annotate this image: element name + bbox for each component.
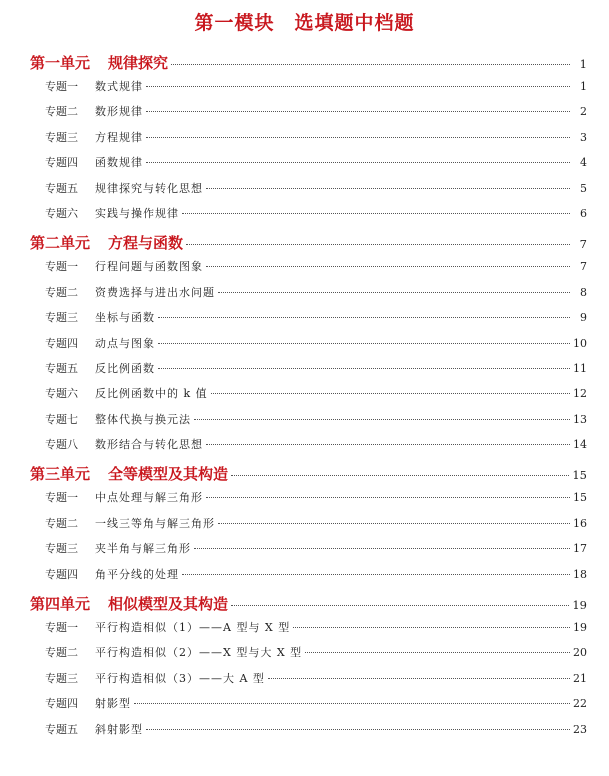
toc-topic-row[interactable]	[0, 566, 609, 591]
topic-page-number: 21	[573, 671, 587, 685]
toc-topic-row[interactable]	[0, 154, 609, 179]
dot-leader	[218, 523, 570, 524]
dot-leader	[182, 574, 570, 575]
topic-label: 专题二	[45, 646, 78, 660]
topic-page-number: 15	[573, 491, 587, 505]
topic-name: 中点处理与解三角形	[95, 491, 203, 505]
unit-name: 相似模型及其构造	[108, 595, 229, 614]
topic-page-number: 4	[580, 156, 587, 170]
topic-label: 专题六	[45, 206, 78, 220]
toc-topic-row[interactable]	[0, 619, 609, 644]
toc-topic-row[interactable]	[0, 489, 609, 514]
topic-name: 整体代换与换元法	[95, 412, 191, 426]
dot-leader	[206, 444, 570, 445]
topic-name: 数形规律	[95, 105, 143, 119]
toc-unit-row[interactable]	[0, 593, 609, 619]
toc-topic-row[interactable]	[0, 515, 609, 540]
topic-label: 专题三	[45, 311, 78, 325]
unit-name: 方程与函数	[108, 234, 184, 253]
topic-name: 平行构造相似（3）——大 A 型	[95, 671, 265, 685]
topic-name: 夹半角与解三角形	[95, 542, 191, 556]
topic-page-number: 7	[580, 260, 587, 274]
unit-page-number: 7	[579, 237, 587, 252]
topic-name: 动点与图象	[95, 336, 155, 350]
dot-leader	[206, 266, 570, 267]
unit-name: 全等模型及其构造	[108, 465, 229, 484]
topic-name: 坐标与函数	[95, 311, 155, 325]
topic-name: 角平分线的处理	[95, 567, 179, 581]
topic-name: 数式规律	[95, 80, 143, 93]
dot-leader	[146, 137, 570, 138]
toc-topic-row[interactable]	[0, 180, 609, 205]
topic-label: 专题三	[45, 130, 78, 144]
topic-page-number: 18	[573, 567, 587, 581]
topic-page-number: 2	[580, 105, 587, 119]
toc-topic-row[interactable]	[0, 670, 609, 695]
dot-leader	[194, 419, 570, 420]
topic-page-number: 11	[573, 361, 587, 375]
unit-page-number: 15	[572, 468, 587, 483]
dot-leader	[182, 213, 570, 214]
topic-page-number: 16	[573, 516, 587, 530]
topic-name: 数形结合与转化思想	[95, 438, 203, 452]
topic-name: 方程规律	[95, 130, 143, 144]
topic-name: 反比例函数中的 k 值	[95, 387, 208, 401]
topic-page-number: 6	[580, 206, 587, 220]
toc-topic-row[interactable]	[0, 129, 609, 154]
dot-leader	[231, 605, 569, 606]
unit-label: 第二单元	[30, 234, 91, 253]
topic-name: 函数规律	[95, 156, 143, 170]
dot-leader	[186, 244, 570, 245]
dot-leader	[218, 292, 570, 293]
toc-topic-row[interactable]	[0, 436, 609, 461]
dot-leader	[171, 64, 570, 65]
dot-leader	[158, 368, 570, 369]
topic-name: 平行构造相似（2）——X 型与大 X 型	[95, 646, 303, 660]
topic-name: 实践与操作规律	[95, 206, 179, 220]
dot-leader	[268, 678, 570, 679]
page-title: 第一模块 选填题中档题	[194, 12, 415, 34]
toc-topic-row[interactable]	[0, 644, 609, 669]
toc-topic-row[interactable]	[0, 78, 609, 103]
topic-label: 专题四	[45, 156, 78, 170]
toc-unit-row[interactable]	[0, 52, 609, 78]
dot-leader	[293, 627, 570, 628]
dot-leader	[158, 343, 570, 344]
table-of-contents	[0, 50, 609, 746]
dot-leader	[158, 317, 570, 318]
topic-page-number: 3	[580, 130, 587, 144]
topic-page-number: 22	[573, 697, 587, 711]
topic-page-number: 13	[573, 412, 587, 426]
toc-topic-row[interactable]	[0, 721, 609, 746]
topic-page-number: 20	[573, 646, 587, 660]
toc-topic-row[interactable]	[0, 258, 609, 283]
topic-label: 专题四	[45, 697, 78, 711]
topic-label: 专题一	[45, 621, 78, 635]
topic-page-number: 9	[580, 311, 587, 325]
dot-leader	[305, 652, 570, 653]
toc-topic-row[interactable]	[0, 540, 609, 565]
toc-unit-row[interactable]	[0, 232, 609, 258]
topic-label: 专题二	[45, 516, 78, 530]
unit-label: 第一单元	[30, 54, 91, 72]
dot-leader	[146, 86, 570, 87]
dot-leader	[206, 497, 570, 498]
topic-name: 反比例函数	[95, 361, 155, 375]
unit-name: 规律探究	[108, 54, 169, 72]
toc-topic-row[interactable]	[0, 385, 609, 410]
dot-leader	[211, 393, 570, 394]
topic-label: 专题五	[45, 361, 78, 375]
topic-page-number: 17	[573, 542, 587, 556]
topic-label: 专题一	[45, 260, 78, 274]
unit-page-number: 1	[579, 57, 587, 71]
toc-topic-row[interactable]	[0, 284, 609, 309]
unit-label: 第三单元	[30, 465, 91, 484]
topic-label: 专题三	[45, 542, 78, 556]
topic-name: 一线三等角与解三角形	[95, 516, 215, 530]
topic-label: 专题七	[45, 412, 78, 426]
topic-label: 专题二	[45, 285, 78, 299]
topic-name: 平行构造相似（1）——A 型与 X 型	[95, 621, 291, 635]
dot-leader	[134, 703, 570, 704]
dot-leader	[231, 475, 569, 476]
dot-leader	[194, 548, 570, 549]
topic-name: 规律探究与转化思想	[95, 181, 203, 195]
dot-leader	[146, 729, 570, 730]
toc-topic-row[interactable]	[0, 205, 609, 230]
topic-name: 行程问题与函数图象	[95, 260, 203, 274]
toc-unit-row[interactable]	[0, 463, 609, 489]
topic-page-number: 1	[580, 80, 587, 93]
topic-page-number: 23	[573, 722, 587, 736]
topic-label: 专题四	[45, 567, 78, 581]
topic-page-number: 12	[573, 387, 587, 401]
topic-label: 专题五	[45, 722, 78, 736]
toc-topic-row[interactable]	[0, 309, 609, 334]
dot-leader	[146, 111, 570, 112]
topic-label: 专题八	[45, 438, 78, 452]
dot-leader	[206, 188, 570, 189]
topic-label: 专题一	[45, 491, 78, 505]
topic-name: 斜射影型	[95, 722, 143, 736]
unit-label: 第四单元	[30, 595, 91, 614]
topic-page-number: 8	[580, 285, 587, 299]
toc-topic-row[interactable]	[0, 411, 609, 436]
topic-name: 资费选择与进出水问题	[95, 285, 215, 299]
topic-page-number: 19	[573, 621, 587, 635]
topic-label: 专题五	[45, 181, 78, 195]
topic-name: 射影型	[95, 697, 131, 711]
toc-topic-row[interactable]	[0, 103, 609, 128]
topic-label: 专题六	[45, 387, 78, 401]
topic-page-number: 5	[580, 181, 587, 195]
dot-leader	[146, 162, 570, 163]
topic-label: 专题三	[45, 671, 78, 685]
topic-label: 专题二	[45, 105, 78, 119]
topic-label: 专题四	[45, 336, 78, 350]
toc-topic-row[interactable]	[0, 335, 609, 360]
topic-page-number: 10	[573, 336, 587, 350]
topic-label: 专题一	[45, 80, 78, 93]
topic-page-number: 14	[573, 438, 587, 452]
unit-page-number: 19	[572, 598, 587, 613]
toc-topic-row[interactable]	[0, 695, 609, 720]
toc-topic-row[interactable]	[0, 360, 609, 385]
